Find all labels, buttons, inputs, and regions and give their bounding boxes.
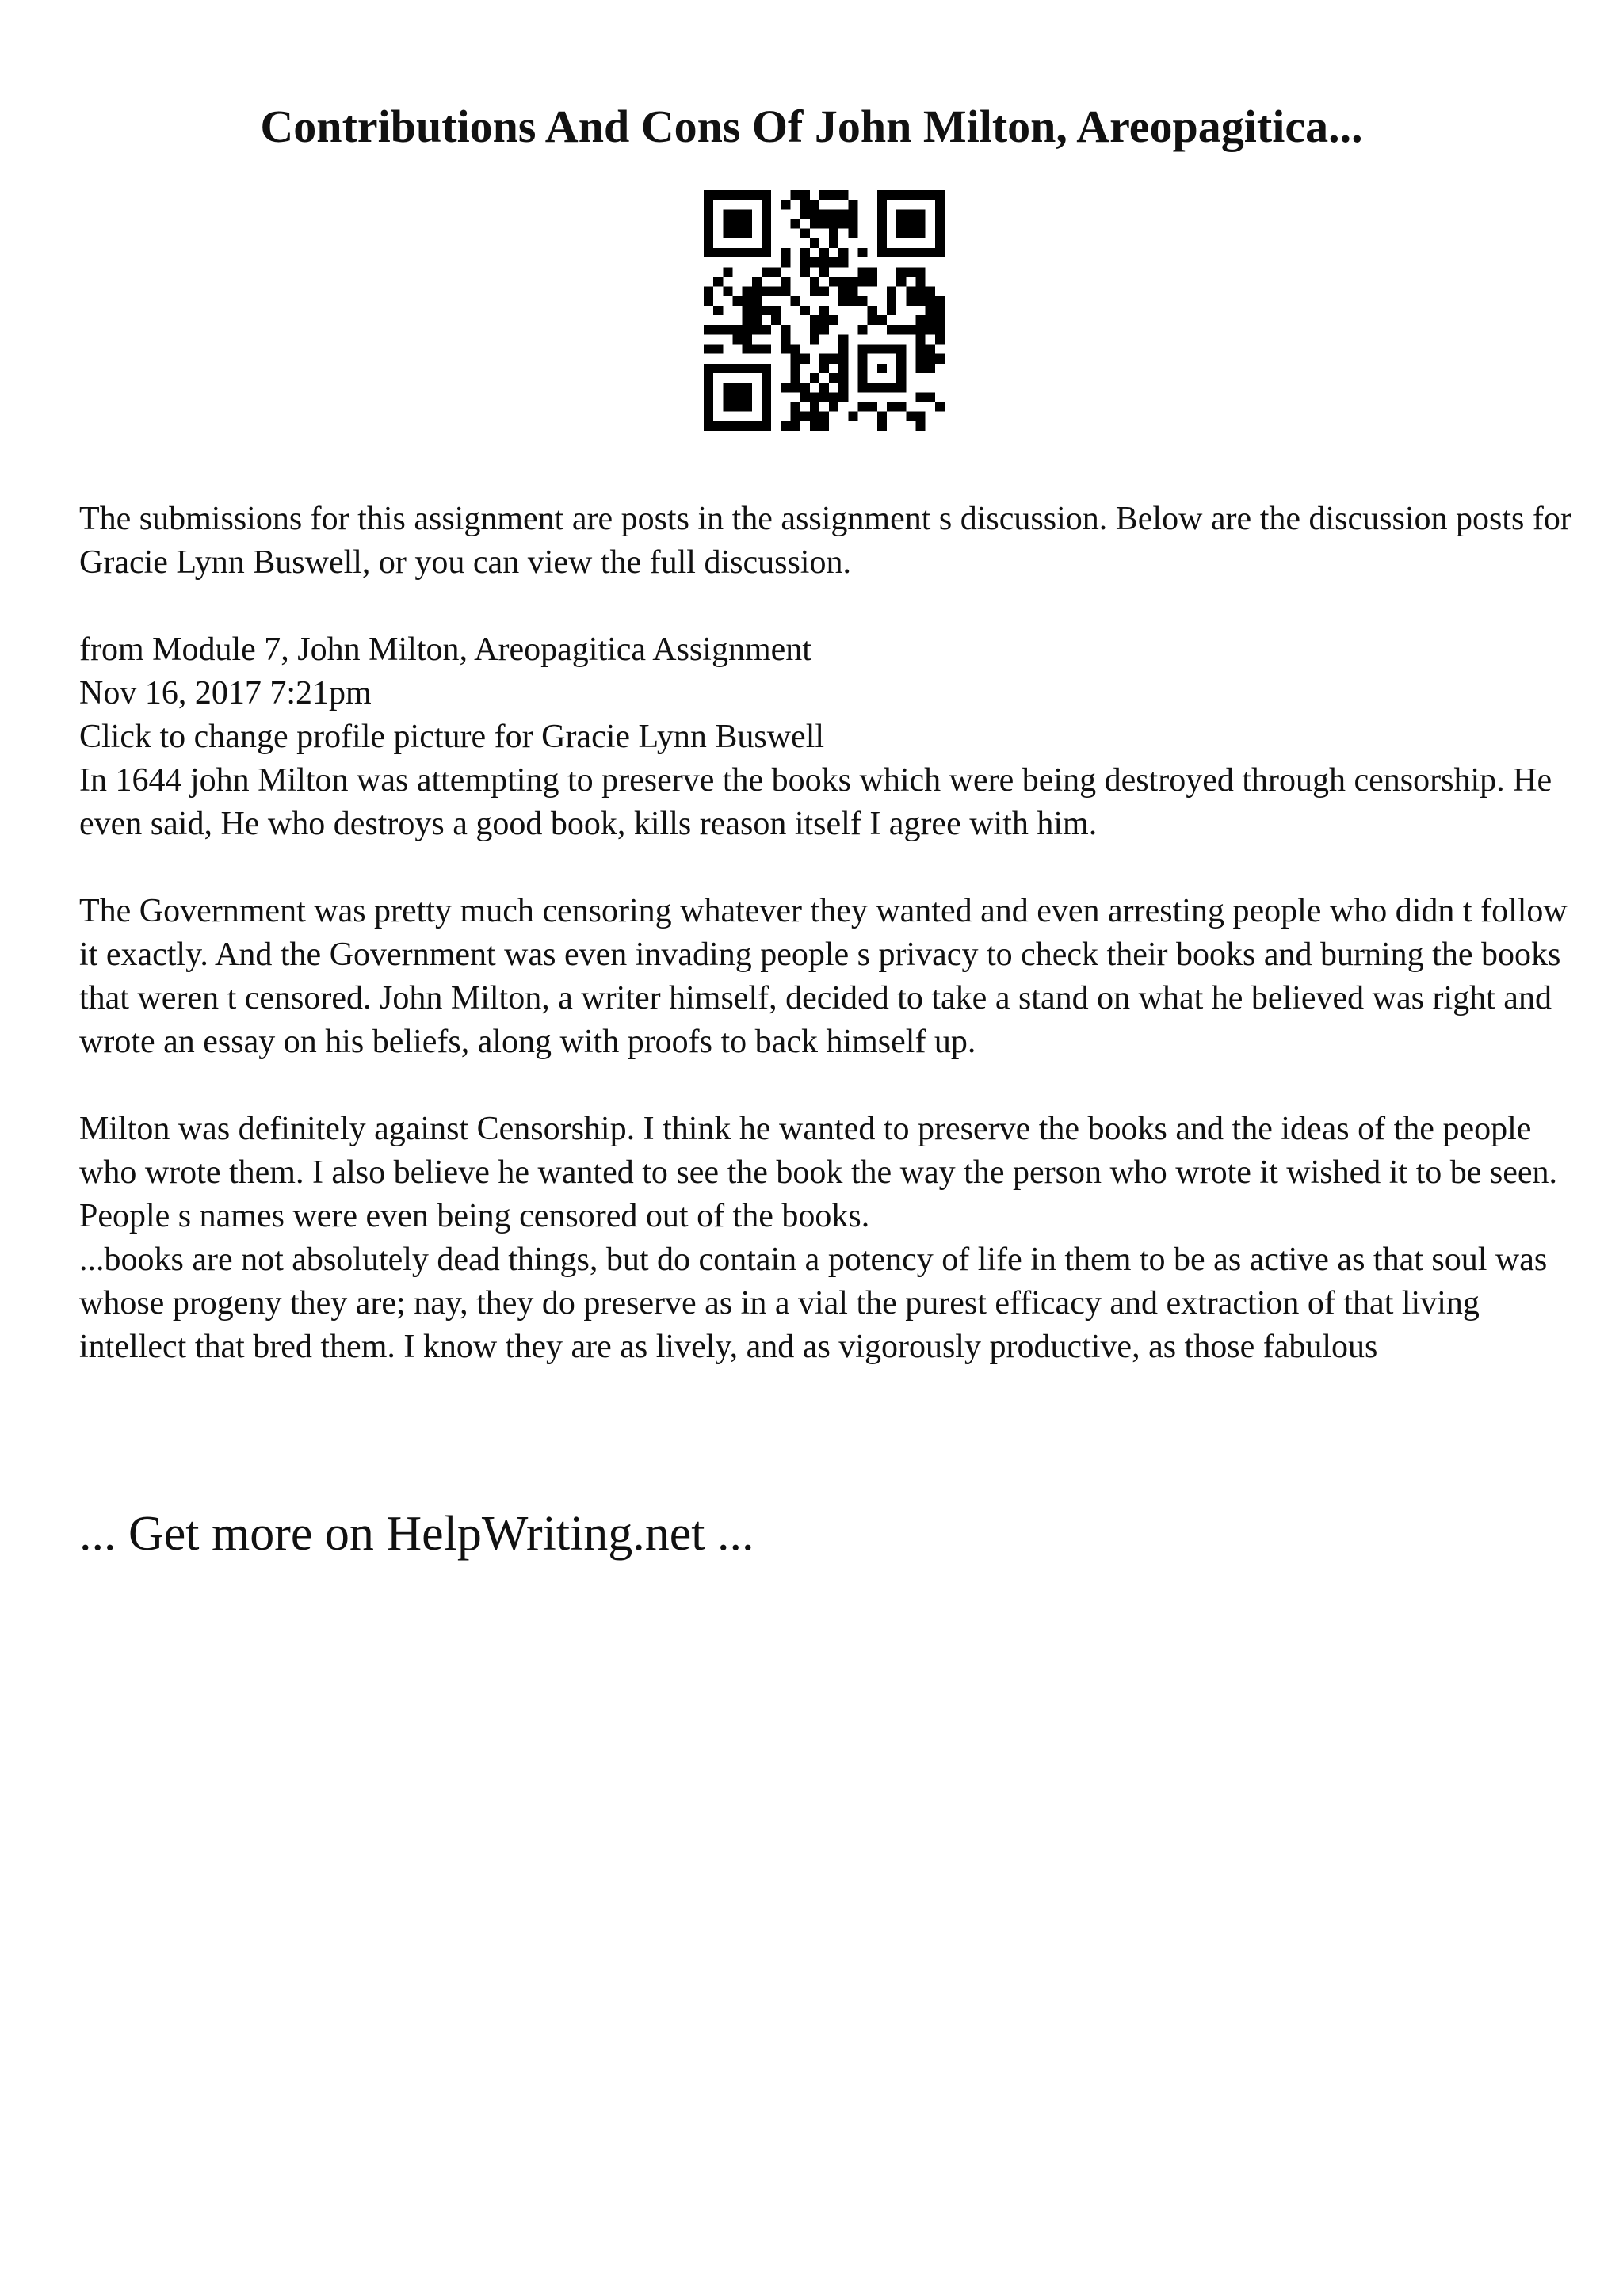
post-paragraph-3: Milton was definitely against Censorship. I think he wanted to preserve the books and the ideas of the people who wrote them. I also believe he wanted to see the book the way the person who wrote it wished it to be seen. People s names were even being censored out of the books. xyxy=(79,1111,1558,1234)
profile-picture-link[interactable]: Click to change profile picture for Gracie Lynn Buswell xyxy=(79,719,825,755)
post-paragraph-1: In 1644 john Milton was attempting to preserve the books which were being destroyed through censorship. He even said, He who destroys a good book, kills reason itself I agree with him. xyxy=(79,762,1552,842)
intro-paragraph: The submissions for this assignment are posts in the assignment s discussion. Below are the discussion posts for Gracie Lynn Buswell, or you can view the full discussion. xyxy=(79,501,1571,581)
module-line: from Module 7, John Milton, Areopagitica Assignment xyxy=(79,631,812,668)
post-date: Nov 16, 2017 7:21pm xyxy=(79,675,372,711)
document-title: Contributions And Cons Of John Milton, Areopagitica... xyxy=(260,101,1363,152)
get-more-link[interactable]: ... Get more on HelpWriting.net ... xyxy=(79,1507,754,1561)
discussion-body xyxy=(79,498,1585,1369)
post-quote: ...books are not absolutely dead things, but do contain a potency of life in them to be as active as that soul was whose progeny they are; nay, they do preserve as in a vial the purest efficacy and extraction of that living intellect that bred them. I know they are as lively, and as vigorously productive, as those fabulous xyxy=(79,1241,1548,1365)
post-paragraph-2: The Government was pretty much censoring whatever they wanted and even arresting people who didn t follow it exactly. And the Government was even invading people s privacy to check their books and burning the books that weren t censored. John Milton, a writer himself, decided to take a stand on what he believed was right and wrote an essay on his beliefs, along with proofs to back himself up. xyxy=(79,893,1568,1060)
qr-code-icon xyxy=(704,190,945,431)
